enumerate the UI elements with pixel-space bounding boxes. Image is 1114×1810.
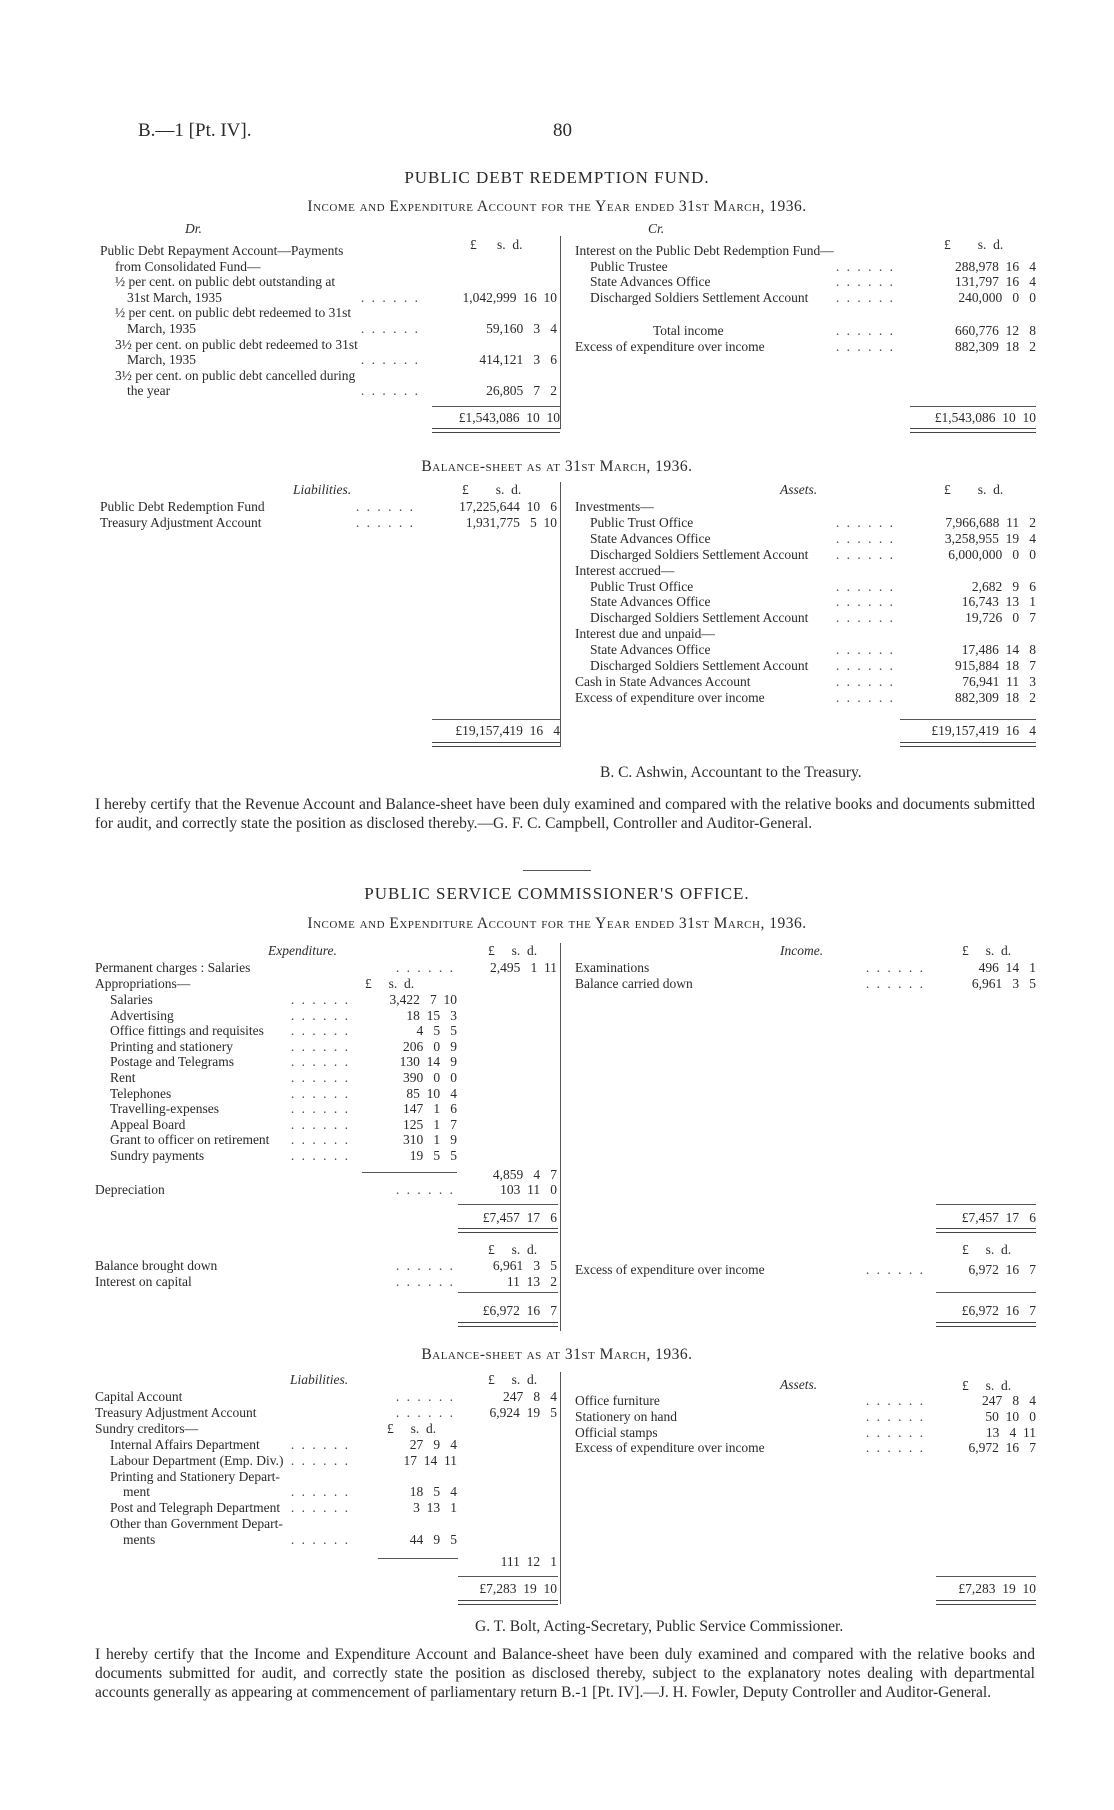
- bs-asset-line-text: Excess of expenditure over income: [575, 1440, 765, 1456]
- balance-left-line-amount: 11 13 2: [506, 1274, 557, 1289]
- dr-line-leader: . . . . . .: [360, 321, 420, 336]
- assets-total: £19,157,419 16 4: [931, 723, 1036, 738]
- appropriation-line-amount: 85 10 4: [406, 1085, 457, 1101]
- asset-line: [0, 531, 1114, 547]
- asset-line: [0, 499, 1114, 515]
- liability-line-leader: . . . . . .: [355, 515, 415, 530]
- dr-line-leader: . . . . . .: [360, 383, 420, 399]
- income-line-amount: 6,961 3 5: [971, 976, 1036, 991]
- cr-line-amount: 131,797 16 4: [955, 274, 1036, 290]
- bs-asset-line: [0, 1425, 1114, 1441]
- double-rule: [432, 742, 560, 747]
- asset-line-text: Cash in State Advances Account: [575, 673, 751, 689]
- cr-currency-heading: £ s. d.: [944, 237, 1004, 252]
- dr-total: £1,543,086 10 10: [458, 410, 560, 425]
- cr-total: £1,543,086 10 10: [934, 410, 1036, 425]
- bs-asset-line-text: Official stamps: [575, 1424, 658, 1440]
- appropriation-line-text: Salaries: [110, 992, 153, 1007]
- dr-line-leader: . . . . . .: [360, 289, 420, 305]
- column-divider: [560, 236, 561, 429]
- appropriation-line: [0, 1101, 1114, 1117]
- asset-line-text: Public Trust Office: [590, 578, 694, 594]
- sundry-creditor-line: [0, 1484, 1114, 1500]
- rule: [458, 1576, 558, 1577]
- asset-line-text: Discharged Soldiers Settlement Account: [590, 610, 809, 626]
- dr-line-text: 31st March, 1935: [127, 289, 222, 305]
- cr-line: [0, 336, 1114, 355]
- asset-line-leader: . . . . . .: [835, 689, 895, 705]
- appropriations-total-amount: 4,859 4 7: [492, 1167, 557, 1182]
- cr-line-leader: . . . . . .: [835, 289, 895, 305]
- asset-line-amount: 7,966,688 11 2: [945, 514, 1036, 530]
- section1-signature: B. C. Ashwin, Accountant to the Treasury.: [600, 764, 862, 781]
- balance-right-line-text: Excess of expenditure over income: [575, 1262, 765, 1277]
- sundry-creditor-line-amount: 27 9 4: [409, 1437, 457, 1452]
- appropriation-line-leader: . . . . . .: [290, 1023, 350, 1039]
- section2-signature: G. T. Bolt, Acting-Secretary, Public Service Commissioner.: [475, 1618, 844, 1635]
- permanent-charges-amount: 2,495 1 11: [490, 960, 557, 975]
- appropriation-line: [0, 1023, 1114, 1039]
- cr-line-leader: . . . . . .: [835, 258, 895, 274]
- asset-line-leader: . . . . . .: [835, 594, 895, 610]
- appropriation-line-text: Grant to officer on retirement: [110, 1132, 270, 1148]
- appropriation-line-leader: . . . . . .: [290, 1054, 350, 1070]
- income-heading: Income.: [780, 943, 824, 958]
- liab-total: £19,157,419 16 4: [455, 723, 560, 738]
- bal-currency-heading-left: £ s. d.: [488, 1242, 538, 1257]
- permanent-charges-text: Permanent charges : Salaries: [95, 960, 251, 975]
- double-rule: [936, 1228, 1036, 1233]
- sundry-creditor-line: [0, 1532, 1114, 1548]
- income-line-leader: . . . . . .: [865, 976, 925, 991]
- income-total: [0, 1210, 1114, 1226]
- bs-asset-line: [0, 1409, 1114, 1425]
- inc-currency-heading: £ s. d.: [962, 943, 1012, 958]
- asset-line-text: State Advances Office: [590, 594, 711, 610]
- sundry-creditor-line-amount: 18 5 4: [409, 1484, 457, 1500]
- cr-line-text: State Advances Office: [590, 274, 711, 290]
- depreciation-leader: . . . . . .: [395, 1182, 455, 1197]
- income-line-text: Balance carried down: [575, 976, 693, 991]
- dr-line: [0, 305, 1114, 321]
- appropriation-line: [0, 1070, 1114, 1086]
- balance-right-line-leader: . . . . . .: [865, 1262, 925, 1277]
- double-rule: [910, 428, 1036, 433]
- sundry-creditor-line: [0, 1469, 1114, 1485]
- balance-right-total: [0, 1303, 1114, 1319]
- dr-currency-heading: £ s. d.: [470, 237, 523, 252]
- bs-liabilities-total-amount: £7,283 19 10: [479, 1581, 557, 1596]
- page-number: 80: [553, 120, 572, 141]
- sundry-creditor-line-text: Other than Government Depart-: [110, 1516, 283, 1531]
- bs-asset-line-leader: . . . . . .: [865, 1408, 925, 1424]
- balance-left-total-amount: £6,972 16 7: [482, 1303, 557, 1318]
- bs-asset-line-amount: 13 4 11: [985, 1424, 1036, 1440]
- appropriation-line-leader: . . . . . .: [290, 1132, 350, 1148]
- bs-asset-line-amount: 50 10 0: [985, 1408, 1036, 1424]
- section2-ie-title: Income and Expenditure Account for the Year ended 31st March, 1936.: [307, 915, 807, 932]
- cr-line-leader: . . . . . .: [835, 274, 895, 290]
- bs-asset-line-leader: . . . . . .: [865, 1393, 925, 1408]
- asset-line-leader: . . . . . .: [835, 530, 895, 546]
- bs-liability-line-text: Treasury Adjustment Account: [95, 1405, 257, 1420]
- dr-line-text: ½ per cent. on public debt redeemed to 31st: [115, 305, 352, 321]
- asset-line-amount: 6,000,000 0 0: [948, 546, 1036, 562]
- section1-bs-title: Balance-sheet as at 31st March, 1936.: [421, 458, 693, 475]
- asset-line-leader: . . . . . .: [835, 578, 895, 594]
- appropriation-line-amount: 18 15 3: [406, 1007, 457, 1023]
- appropriation-line-amount: 125 1 7: [403, 1116, 457, 1132]
- bs-asset-line-leader: . . . . . .: [865, 1424, 925, 1440]
- cr-line-leader: . . . . . .: [835, 338, 895, 354]
- dr-line-text: Public Debt Repayment Account—Payments: [100, 243, 344, 258]
- liabilities-heading: Liabilities.: [293, 482, 352, 497]
- bs-asset-line-amount: 247 8 4: [982, 1393, 1036, 1408]
- appropriation-line-amount: 310 1 9: [403, 1132, 457, 1148]
- bs-liability-line-leader: . . . . . .: [395, 1405, 455, 1420]
- asset-line: [0, 642, 1114, 658]
- double-rule: [432, 428, 560, 433]
- dr-line-text: March, 1935: [127, 352, 196, 368]
- permanent-charges-leader: . . . . . .: [395, 960, 455, 975]
- appropriation-line-leader: . . . . . .: [290, 1038, 350, 1054]
- income-line: [0, 960, 1114, 976]
- asset-line-leader: . . . . . .: [835, 642, 895, 658]
- cr-line-amount: 660,776 12 8: [955, 323, 1036, 338]
- liab-currency-heading: £ s. d.: [462, 482, 522, 497]
- asset-line: [0, 515, 1114, 531]
- liability-line-leader: . . . . . .: [355, 499, 415, 514]
- double-rule: [900, 742, 1036, 747]
- sundry-creditor-line-leader: . . . . . .: [290, 1484, 350, 1500]
- rule: [936, 1576, 1036, 1577]
- dr-line-text: 3½ per cent. on public debt redeemed to 31st: [115, 336, 358, 352]
- dr-line: [0, 368, 1114, 384]
- column-divider: [560, 482, 561, 747]
- appropriation-line: [0, 1039, 1114, 1055]
- cr-line-amount: 882,309 18 2: [955, 338, 1036, 354]
- cr-line: [0, 290, 1114, 306]
- asset-line: [0, 690, 1114, 706]
- balance-left-line-text: Balance brought down: [95, 1258, 218, 1273]
- rule: [936, 1204, 1036, 1205]
- sundry-creditor-line-amount: 3 13 1: [413, 1500, 457, 1516]
- asset-line-amount: 76,941 11 3: [962, 673, 1036, 689]
- assets-currency-heading: £ s. d.: [944, 482, 1004, 497]
- sundry-creditor-line-text: Post and Telegraph Department: [110, 1500, 281, 1516]
- asset-line: [0, 610, 1114, 626]
- dr-label: Dr.: [185, 221, 202, 236]
- asset-line: [0, 658, 1114, 674]
- sundry-creditor-line: [0, 1500, 1114, 1516]
- bs-asset-line-text: Office furniture: [575, 1393, 660, 1408]
- assets-heading: Assets.: [780, 1377, 818, 1392]
- rule: [910, 406, 1036, 407]
- section1-ie-title: Income and Expenditure Account for the Year ended 31st March, 1936.: [307, 198, 807, 215]
- asset-line-text: Public Trust Office: [590, 514, 694, 530]
- rule: [432, 719, 560, 720]
- sundry-creditor-line-amount: 17 14 11: [403, 1452, 457, 1468]
- inner-currency-heading: £ s. d.: [387, 1421, 437, 1436]
- depreciation-text: Depreciation: [95, 1182, 165, 1197]
- section1-certificate: I hereby certify that the Revenue Account and Balance-sheet have been duly examined and compared with the relative books and documents submitted for audit, and correctly state the position as disclosed thereby.—G. F. C. Campbell, Controller and Auditor-General.: [95, 796, 1035, 832]
- dr-line-amount: 1,042,999 16 10: [462, 289, 557, 305]
- section1-title: PUBLIC DEBT REDEMPTION FUND.: [404, 168, 710, 187]
- appropriation-line-leader: . . . . . .: [290, 1101, 350, 1117]
- appropriation-line-leader: . . . . . .: [290, 1148, 350, 1163]
- cr-line-text: Public Trustee: [590, 258, 668, 274]
- dr-line-text: ½ per cent. on public debt outstanding at: [115, 274, 336, 290]
- column-divider: [560, 943, 561, 1331]
- dr-line: [0, 383, 1114, 399]
- cr-label: Cr.: [648, 221, 665, 236]
- income-total-amount: £7,457 17 6: [961, 1210, 1036, 1225]
- appropriation-line-leader: . . . . . .: [290, 1007, 350, 1023]
- appropriation-line-text: Office fittings and requisites: [110, 1023, 264, 1039]
- dr-line-text: the year: [127, 383, 171, 399]
- asset-line: [0, 547, 1114, 563]
- sundry-creditor-line-text: ments: [123, 1531, 156, 1547]
- section2-certificate: I hereby certify that the Income and Expenditure Account and Balance-sheet have been duly examined and compared with the relative books and documents submitted for audit, and correctly state the position as disclosed thereby, subject to the explanatory notes dealing with departmental accounts generally as appearing at commencement of parliamentary return B.-1 [Pt. IV].—J. H. Fowler, Deputy Controller and Auditor-General.: [95, 1646, 1035, 1701]
- assets-heading: Assets.: [780, 482, 818, 497]
- bal-currency-heading-right: £ s. d.: [962, 1242, 1012, 1257]
- asset-line-leader: . . . . . .: [835, 514, 895, 530]
- asset-line-text: State Advances Office: [590, 642, 711, 658]
- appropriation-line-amount: 4 5 5: [416, 1023, 457, 1039]
- appropriation-line-text: Printing and stationery: [110, 1038, 233, 1054]
- assets-currency-heading: £ s. d.: [962, 1378, 1012, 1393]
- section-separator: [523, 870, 591, 871]
- bs-liability-line-text: Capital Account: [95, 1389, 183, 1404]
- cr-line-amount: 288,978 16 4: [955, 258, 1036, 274]
- cr-line-text: Excess of expenditure over income: [575, 338, 765, 354]
- asset-line-text: Excess of expenditure over income: [575, 689, 765, 705]
- rule: [432, 406, 560, 407]
- balance-right-line-amount: 6,972 16 7: [968, 1262, 1036, 1277]
- cr-line: [0, 259, 1114, 275]
- appropriation-line-text: Appeal Board: [110, 1116, 186, 1132]
- asset-line-text: Discharged Soldiers Settlement Account: [590, 546, 809, 562]
- income-line-leader: . . . . . .: [865, 960, 925, 975]
- asset-line-text: Interest due and unpaid—: [575, 626, 715, 642]
- balance-left-line-leader: . . . . . .: [395, 1274, 455, 1289]
- cr-line: [0, 243, 1114, 259]
- depreciation-amount: 103 11 0: [500, 1182, 557, 1197]
- asset-line-leader: . . . . . .: [835, 546, 895, 562]
- balance-left-line-text: Interest on capital: [95, 1274, 192, 1289]
- appropriation-line-text: Travelling-expenses: [110, 1101, 219, 1117]
- appropriation-line: [0, 1117, 1114, 1133]
- appropriation-line-amount: 147 1 6: [403, 1101, 457, 1117]
- asset-line-text: State Advances Office: [590, 530, 711, 546]
- appropriation-line: [0, 1086, 1114, 1102]
- bs-asset-line-leader: . . . . . .: [865, 1440, 925, 1456]
- column-divider: [560, 1372, 561, 1604]
- double-rule: [458, 1600, 558, 1605]
- asset-line-amount: 16,743 13 1: [961, 594, 1036, 610]
- liab-currency-heading: £ s. d.: [488, 1372, 538, 1387]
- sundry-creditor-line: [0, 1516, 1114, 1532]
- asset-line-leader: . . . . . .: [835, 658, 895, 673]
- rule: [936, 1292, 1036, 1293]
- asset-line-amount: 19,726 0 7: [965, 610, 1036, 626]
- appropriation-line-leader: . . . . . .: [290, 1116, 350, 1132]
- asset-line-amount: 915,884 18 7: [955, 658, 1036, 673]
- double-rule: [458, 1322, 558, 1327]
- income-line-amount: 496 14 1: [978, 960, 1036, 975]
- dr-line-amount: 414,121 3 6: [479, 352, 557, 368]
- appropriation-line-text: Rent: [110, 1070, 136, 1085]
- bs-asset-line-amount: 6,972 16 7: [968, 1440, 1036, 1456]
- appropriation-line-leader: . . . . . .: [290, 1085, 350, 1101]
- double-rule: [936, 1322, 1036, 1327]
- asset-line-amount: 17,486 14 8: [961, 642, 1036, 658]
- asset-line-amount: 2,682 9 6: [971, 578, 1036, 594]
- asset-line: [0, 563, 1114, 579]
- sundry-total-amount: 111 12 1: [500, 1554, 557, 1569]
- sundry-creditor-line-leader: . . . . . .: [290, 1437, 350, 1452]
- section2-bs-title: Balance-sheet as at 31st March, 1936.: [421, 1346, 693, 1363]
- appropriation-line-amount: 19 5 5: [409, 1148, 457, 1163]
- asset-line-amount: 3,258,955 19 4: [944, 530, 1036, 546]
- dr-line-text: March, 1935: [127, 321, 196, 336]
- cr-line-leader: . . . . . .: [835, 323, 895, 338]
- bs-asset-line-text: Stationery on hand: [575, 1408, 677, 1424]
- cr-line-text: Discharged Soldiers Settlement Account: [590, 289, 809, 305]
- appropriation-line-leader: . . . . . .: [290, 992, 350, 1007]
- asset-line-text: Investments—: [575, 499, 654, 514]
- rule: [458, 1204, 558, 1205]
- sundry-creditor-line-leader: . . . . . .: [290, 1531, 350, 1547]
- asset-line-leader: . . . . . .: [835, 610, 895, 626]
- rule: [900, 719, 1036, 720]
- bs-asset-line: [0, 1440, 1114, 1456]
- asset-line-amount: 882,309 18 2: [955, 689, 1036, 705]
- section2-title: PUBLIC SERVICE COMMISSIONER'S OFFICE.: [364, 884, 750, 903]
- asset-line-text: Interest accrued—: [575, 562, 675, 578]
- bs-liability-line-leader: . . . . . .: [395, 1389, 455, 1404]
- liability-line-text: Treasury Adjustment Account: [100, 515, 262, 530]
- dr-line-amount: 26,805 7 2: [486, 383, 557, 399]
- appropriation-line-amount: 3,422 7 10: [389, 992, 457, 1007]
- inner-currency-heading: £ s. d.: [365, 976, 415, 991]
- liabilities-heading: Liabilities.: [290, 1372, 349, 1387]
- appropriation-line-amount: 390 0 0: [403, 1070, 457, 1085]
- appropriation-line-amount: 206 0 9: [403, 1038, 457, 1054]
- appropriations-total: [0, 1167, 1114, 1183]
- bs-liability-line-amount: 247 8 4: [503, 1389, 557, 1404]
- sundry-creditor-line-text: Internal Affairs Department: [110, 1437, 260, 1452]
- balance-left-line-amount: 6,961 3 5: [492, 1258, 557, 1273]
- cr-line-text: Total income: [653, 323, 724, 338]
- income-line-text: Examinations: [575, 960, 650, 975]
- asset-line: [0, 626, 1114, 642]
- appropriation-line-text: Sundry payments: [110, 1148, 205, 1163]
- expenditure-total-amount: £7,457 17 6: [482, 1210, 557, 1225]
- sundry-creditor-line-leader: . . . . . .: [290, 1500, 350, 1516]
- liability-line-amount: 17,225,644 10 6: [459, 499, 557, 514]
- appropriation-line: [0, 1054, 1114, 1070]
- appropriation-line: [0, 992, 1114, 1008]
- appropriation-line-amount: 130 14 9: [399, 1054, 457, 1070]
- appropriation-line-text: Advertising: [110, 1007, 174, 1023]
- sundry-creditor-line-text: ment: [123, 1484, 150, 1500]
- appropriations-label: Appropriations—: [95, 976, 191, 991]
- bs-asset-line: [0, 1393, 1114, 1409]
- asset-line: [0, 594, 1114, 610]
- appropriation-line-text: Postage and Telegrams: [110, 1054, 235, 1070]
- expenditure-heading: Expenditure.: [268, 943, 337, 958]
- dr-line-text: from Consolidated Fund—: [115, 258, 261, 274]
- asset-line: [0, 579, 1114, 595]
- asset-line-leader: . . . . . .: [835, 673, 895, 689]
- balance-right-total-amount: £6,972 16 7: [961, 1303, 1036, 1318]
- appropriation-line: [0, 1148, 1114, 1164]
- asset-line-text: Discharged Soldiers Settlement Account: [590, 658, 809, 673]
- sundry-creditor-line-text: Labour Department (Emp. Div.): [110, 1452, 284, 1468]
- sundry-creditors-label: Sundry creditors—: [95, 1421, 199, 1436]
- sundry-total: [0, 1554, 1114, 1570]
- double-rule: [458, 1228, 558, 1233]
- dr-line-amount: 59,160 3 4: [486, 321, 557, 336]
- appropriation-line-text: Telephones: [110, 1085, 172, 1101]
- balance-right-line: [0, 1262, 1114, 1278]
- cr-line: [0, 274, 1114, 290]
- liability-line-amount: 1,931,775 5 10: [465, 515, 557, 530]
- cr-line-text: Interest on the Public Debt Redemption Fund—: [575, 243, 834, 258]
- balance-left-line-leader: . . . . . .: [395, 1258, 455, 1273]
- income-line: [0, 976, 1114, 992]
- bs-assets-total: [0, 1581, 1114, 1597]
- asset-line: [0, 674, 1114, 690]
- dr-line-text: 3½ per cent. on public debt cancelled during: [115, 367, 356, 383]
- depreciation: [0, 1182, 1114, 1198]
- rule: [458, 1292, 558, 1293]
- sundry-creditor-line-text: Printing and Stationery Depart-: [110, 1468, 280, 1484]
- bs-liability-line-amount: 6,924 19 5: [489, 1405, 557, 1420]
- appropriation-line: [0, 1008, 1114, 1024]
- sundry-creditor-line-leader: . . . . . .: [290, 1452, 350, 1468]
- exp-currency-heading: £ s. d.: [488, 943, 538, 958]
- appropriation-line-leader: . . . . . .: [290, 1070, 350, 1085]
- sundry-creditor-line-amount: 44 9 5: [409, 1531, 457, 1547]
- page-reference: B.—1 [Pt. IV].: [138, 120, 252, 141]
- bs-assets-total-amount: £7,283 19 10: [958, 1581, 1036, 1596]
- liability-line-text: Public Debt Redemption Fund: [100, 499, 265, 514]
- cr-line: [0, 323, 1114, 339]
- appropriation-line: [0, 1132, 1114, 1148]
- cr-line-amount: 240,000 0 0: [958, 289, 1036, 305]
- dr-line-leader: . . . . . .: [360, 352, 420, 368]
- double-rule: [936, 1600, 1036, 1605]
